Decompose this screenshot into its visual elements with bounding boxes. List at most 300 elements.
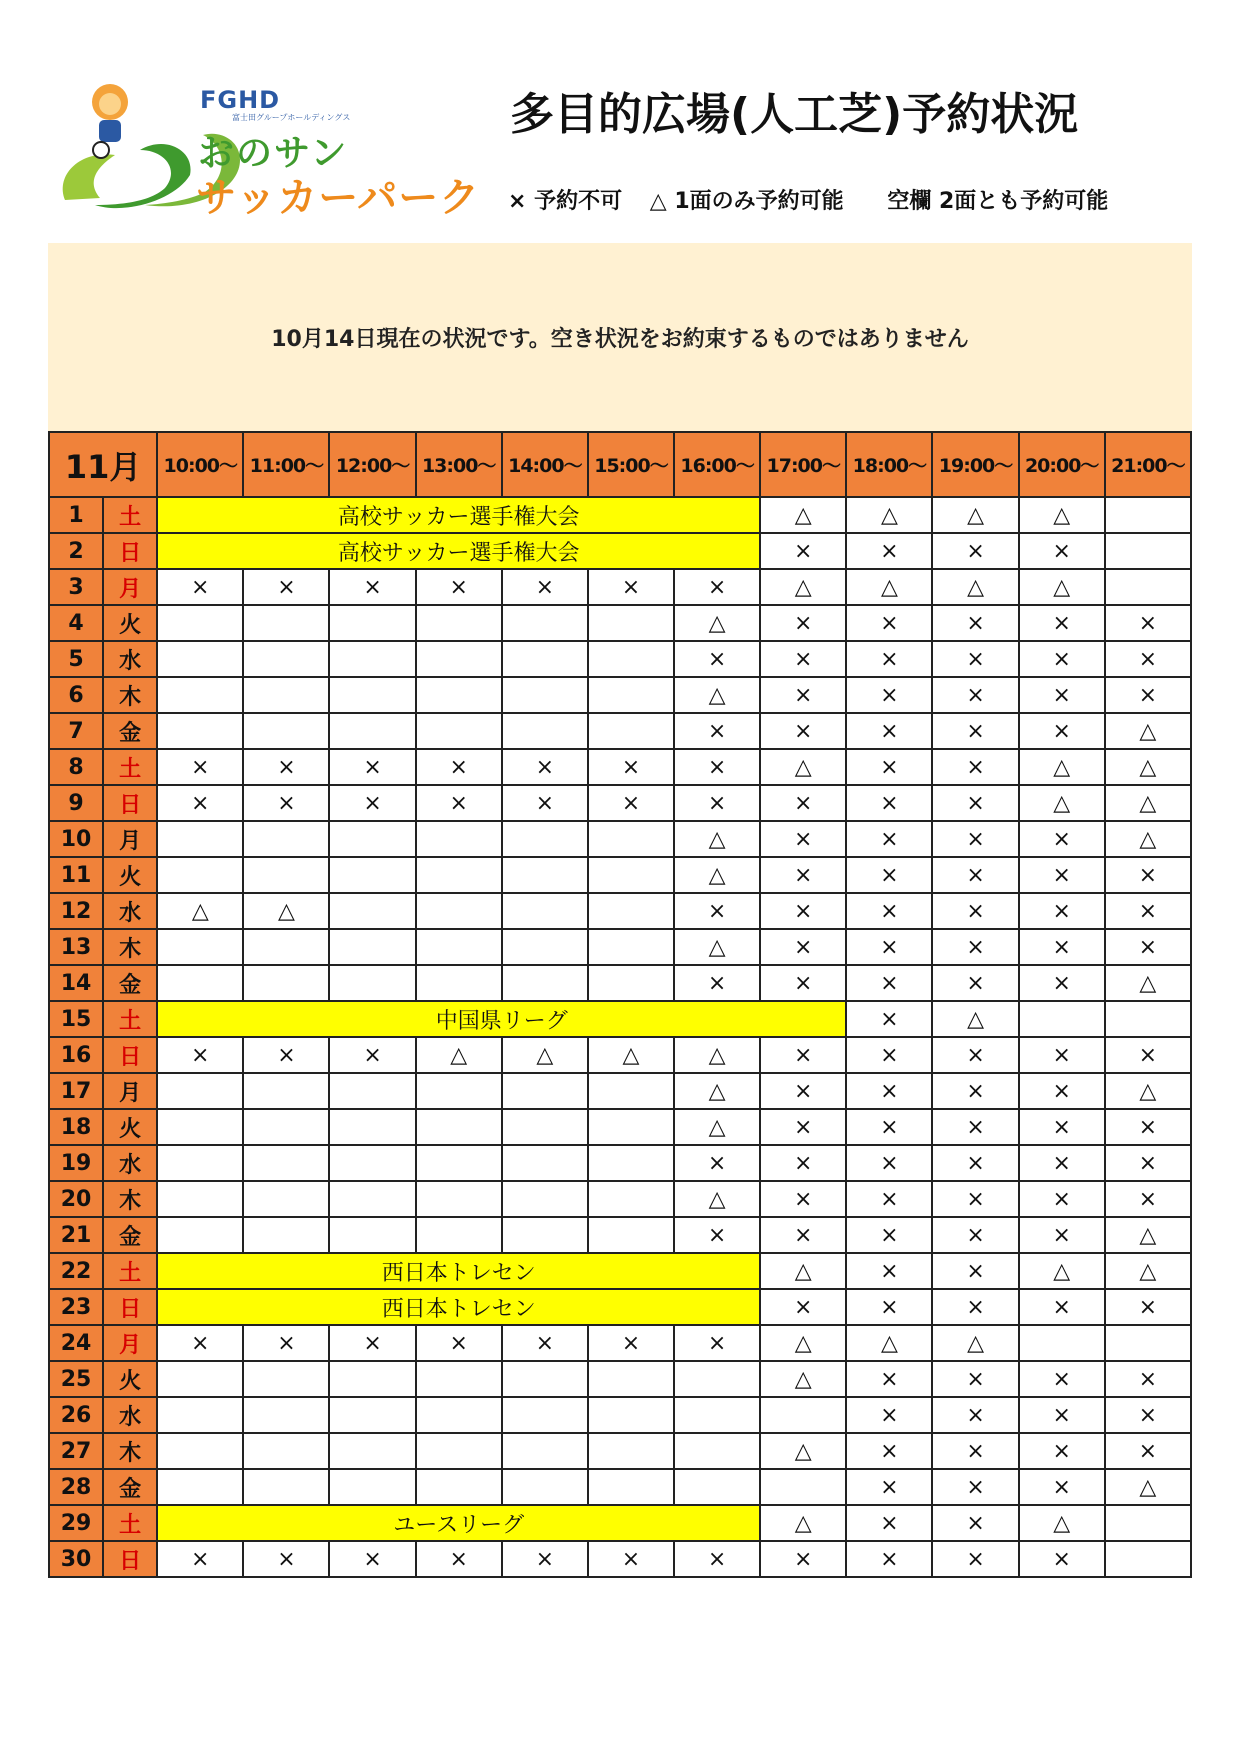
time-slot-header: 21:00～ [1105,432,1191,497]
slot-cell: × [846,1289,932,1325]
slot-cell [1105,497,1191,533]
slot-cell: △ [846,569,932,605]
day-number: 6 [49,677,103,713]
slot-cell [243,1433,329,1469]
slot-cell: △ [846,497,932,533]
slot-cell: × [1019,893,1105,929]
slot-cell: △ [932,497,1018,533]
slot-cell: × [243,569,329,605]
slot-cell [157,821,243,857]
day-number: 1 [49,497,103,533]
slot-cell: × [932,677,1018,713]
day-of-week: 土 [103,749,157,785]
slot-cell: × [1019,677,1105,713]
table-row [49,533,1191,569]
day-number: 22 [49,1253,103,1289]
slot-cell [329,713,415,749]
slot-cell: × [243,1037,329,1073]
slot-cell: △ [760,497,846,533]
slot-cell: × [932,1217,1018,1253]
slot-cell [243,965,329,1001]
slot-cell: × [932,1469,1018,1505]
time-slot-header: 15:00～ [588,432,674,497]
slot-cell [502,1217,588,1253]
slot-cell: × [1019,821,1105,857]
slot-cell: × [674,893,760,929]
slot-cell [588,929,674,965]
slot-cell: × [760,641,846,677]
slot-cell [502,1361,588,1397]
slot-cell [243,1073,329,1109]
reservation-table [48,431,1192,1578]
day-of-week: 火 [103,605,157,641]
slot-cell: × [329,1325,415,1361]
day-of-week: 水 [103,1145,157,1181]
slot-cell: × [674,785,760,821]
slot-cell [1105,1325,1191,1361]
slot-cell: × [416,749,502,785]
table-row [49,1181,1191,1217]
slot-cell [329,965,415,1001]
legend [508,184,1128,215]
slot-cell [502,821,588,857]
slot-cell: △ [760,749,846,785]
slot-cell [329,1397,415,1433]
day-number: 4 [49,605,103,641]
slot-cell [416,1181,502,1217]
slot-cell [588,605,674,641]
slot-cell: × [932,965,1018,1001]
slot-cell: × [502,785,588,821]
slot-cell: × [157,785,243,821]
day-number: 2 [49,533,103,569]
day-number: 13 [49,929,103,965]
slot-cell: × [760,929,846,965]
slot-cell: × [416,1325,502,1361]
day-number: 9 [49,785,103,821]
slot-cell: △ [1019,749,1105,785]
slot-cell: × [932,1397,1018,1433]
day-of-week: 土 [103,1253,157,1289]
brand-name-line1: おのサン [198,133,349,174]
slot-cell: × [1105,893,1191,929]
table-row [49,1325,1191,1361]
slot-cell [502,1433,588,1469]
slot-cell: × [846,1073,932,1109]
slot-cell: × [1105,1361,1191,1397]
day-of-week: 木 [103,929,157,965]
slot-cell: △ [674,929,760,965]
brand-group-name: FGHD [200,86,281,114]
slot-cell: × [846,749,932,785]
slot-cell: × [1019,605,1105,641]
time-slot-header: 14:00～ [502,432,588,497]
slot-cell: × [1019,857,1105,893]
page-title: 多目的広場(人工芝)予約状況 [510,89,1079,140]
slot-cell: △ [1019,497,1105,533]
slot-cell: × [932,785,1018,821]
slot-cell: △ [760,1253,846,1289]
slot-cell: × [760,1289,846,1325]
slot-cell [1105,1505,1191,1541]
slot-cell: × [760,605,846,641]
slot-cell [329,1433,415,1469]
slot-cell [502,965,588,1001]
day-of-week: 金 [103,1217,157,1253]
day-number: 28 [49,1469,103,1505]
slot-cell: × [674,1325,760,1361]
slot-cell: × [846,1505,932,1541]
slot-cell: × [846,1217,932,1253]
slot-cell [243,677,329,713]
day-of-week: 月 [103,1073,157,1109]
day-of-week: 水 [103,893,157,929]
slot-cell: × [1105,1289,1191,1325]
slot-cell: △ [932,1325,1018,1361]
slot-cell [502,1109,588,1145]
slot-cell [243,929,329,965]
day-number: 30 [49,1541,103,1577]
slot-cell: × [760,1217,846,1253]
day-number: 29 [49,1505,103,1541]
slot-cell: × [1019,965,1105,1001]
slot-cell: × [932,1433,1018,1469]
table-row [49,1109,1191,1145]
slot-cell [1019,1325,1105,1361]
day-of-week: 日 [103,1289,157,1325]
slot-cell [588,1073,674,1109]
day-number: 10 [49,821,103,857]
slot-cell [329,1145,415,1181]
slot-cell: △ [502,1037,588,1073]
table-row [49,1037,1191,1073]
day-number: 11 [49,857,103,893]
slot-cell [157,1145,243,1181]
day-of-week: 土 [103,1505,157,1541]
slot-cell [502,713,588,749]
table-row [49,641,1191,677]
slot-cell [1105,1001,1191,1037]
slot-cell [588,1181,674,1217]
slot-cell: × [416,569,502,605]
slot-cell [416,1469,502,1505]
day-number: 18 [49,1109,103,1145]
day-of-week: 水 [103,1397,157,1433]
slot-cell [416,893,502,929]
table-row [49,1001,1191,1037]
slot-cell [329,821,415,857]
time-slot-header: 18:00～ [846,432,932,497]
slot-cell: × [932,1145,1018,1181]
slot-cell [243,1217,329,1253]
slot-cell: △ [1105,749,1191,785]
day-number: 26 [49,1397,103,1433]
slot-cell: × [157,1541,243,1577]
slot-cell: × [1019,1469,1105,1505]
slot-cell: △ [1019,569,1105,605]
day-number: 7 [49,713,103,749]
slot-cell [588,965,674,1001]
slot-cell: △ [1105,821,1191,857]
slot-cell [416,713,502,749]
slot-cell [760,1397,846,1433]
slot-cell [588,641,674,677]
notice-box [48,243,1192,431]
month-label: 11月 [49,432,157,497]
slot-cell: × [846,677,932,713]
slot-cell [416,1109,502,1145]
time-slot-header: 10:00～ [157,432,243,497]
slot-cell: × [674,1541,760,1577]
slot-cell: × [932,749,1018,785]
slot-cell: △ [674,1037,760,1073]
day-of-week: 土 [103,1001,157,1037]
slot-cell: × [588,1325,674,1361]
legend-full: × 予約不可 [508,189,623,214]
slot-cell [588,1109,674,1145]
slot-cell [329,605,415,641]
slot-cell: × [243,1325,329,1361]
table-row [49,1505,1191,1541]
slot-cell: × [1105,677,1191,713]
table-row [49,1145,1191,1181]
time-slot-header: 19:00～ [932,432,1018,497]
day-number: 21 [49,1217,103,1253]
slot-cell: × [1105,857,1191,893]
slot-cell [502,1469,588,1505]
slot-cell [416,641,502,677]
table-row [49,605,1191,641]
slot-cell: × [760,1073,846,1109]
slot-cell [243,821,329,857]
slot-cell [157,713,243,749]
slot-cell: × [846,1037,932,1073]
table-row [49,1433,1191,1469]
slot-cell: × [1019,1109,1105,1145]
slot-cell: × [932,1541,1018,1577]
slot-cell [588,677,674,713]
slot-cell [157,605,243,641]
slot-cell [329,1469,415,1505]
day-of-week: 水 [103,641,157,677]
slot-cell: × [932,605,1018,641]
slot-cell [243,1397,329,1433]
slot-cell: × [588,1541,674,1577]
day-number: 16 [49,1037,103,1073]
slot-cell [243,713,329,749]
slot-cell [243,641,329,677]
slot-cell [243,1361,329,1397]
slot-cell: △ [760,1325,846,1361]
slot-cell: × [760,1145,846,1181]
slot-cell [588,893,674,929]
day-number: 5 [49,641,103,677]
slot-cell [243,1181,329,1217]
time-slot-header: 13:00～ [416,432,502,497]
slot-cell [157,1217,243,1253]
day-number: 3 [49,569,103,605]
slot-cell: × [502,1325,588,1361]
slot-cell [329,929,415,965]
event-cell: 西日本トレセン [157,1253,760,1289]
table-row [49,1361,1191,1397]
day-number: 14 [49,965,103,1001]
slot-cell [243,605,329,641]
slot-cell [502,605,588,641]
slot-cell: × [760,677,846,713]
slot-cell: × [932,1109,1018,1145]
time-slot-header: 16:00～ [674,432,760,497]
slot-cell: × [243,1541,329,1577]
table-row [49,857,1191,893]
slot-cell: × [760,713,846,749]
slot-cell: × [1019,1073,1105,1109]
table-row [49,1397,1191,1433]
slot-cell: △ [932,1001,1018,1037]
time-slot-header: 12:00～ [329,432,415,497]
slot-cell: × [846,1145,932,1181]
slot-cell [157,929,243,965]
slot-cell: △ [760,569,846,605]
table-row [49,785,1191,821]
slot-cell: × [846,857,932,893]
slot-cell [502,929,588,965]
slot-cell [329,1217,415,1253]
slot-cell: × [1105,641,1191,677]
slot-cell: × [1019,1289,1105,1325]
slot-cell [674,1433,760,1469]
table-row [49,893,1191,929]
day-number: 12 [49,893,103,929]
slot-cell: × [1105,1397,1191,1433]
slot-cell: × [932,821,1018,857]
slot-cell: × [760,533,846,569]
slot-cell [502,857,588,893]
slot-cell [157,1361,243,1397]
slot-cell [416,677,502,713]
slot-cell: × [1019,1181,1105,1217]
slot-cell [243,857,329,893]
slot-cell: × [760,1181,846,1217]
slot-cell [243,1469,329,1505]
slot-cell: × [846,605,932,641]
slot-cell: × [932,893,1018,929]
slot-cell: △ [1019,1505,1105,1541]
slot-cell [157,1109,243,1145]
slot-cell: × [502,1541,588,1577]
slot-cell [588,1397,674,1433]
slot-cell: × [1105,1145,1191,1181]
time-slot-header: 20:00～ [1019,432,1105,497]
slot-cell: × [329,749,415,785]
day-of-week: 木 [103,677,157,713]
slot-cell: × [1105,1181,1191,1217]
table-header-row [49,432,1191,497]
slot-cell [416,929,502,965]
slot-cell: △ [846,1325,932,1361]
slot-cell [674,1469,760,1505]
slot-cell [157,1181,243,1217]
day-of-week: 木 [103,1181,157,1217]
slot-cell [588,1433,674,1469]
table-row [49,1469,1191,1505]
slot-cell: × [157,1037,243,1073]
slot-cell [588,821,674,857]
slot-cell [1019,1001,1105,1037]
slot-cell: △ [1105,785,1191,821]
slot-cell [329,1181,415,1217]
slot-cell [502,893,588,929]
slot-cell: × [588,749,674,785]
slot-cell [588,1217,674,1253]
slot-cell: △ [760,1361,846,1397]
slot-cell: × [846,965,932,1001]
slot-cell: × [674,749,760,785]
slot-cell: × [1019,1361,1105,1397]
slot-cell: △ [588,1037,674,1073]
slot-cell: × [243,749,329,785]
slot-cell: × [674,713,760,749]
slot-cell: × [760,965,846,1001]
day-of-week: 金 [103,965,157,1001]
slot-cell: △ [932,569,1018,605]
slot-cell [588,1361,674,1397]
slot-cell [157,1397,243,1433]
slot-cell: × [416,1541,502,1577]
slot-cell [157,677,243,713]
day-number: 24 [49,1325,103,1361]
slot-cell: × [243,785,329,821]
slot-cell [416,1361,502,1397]
slot-cell [157,1469,243,1505]
slot-cell: × [932,1253,1018,1289]
event-cell: 西日本トレセン [157,1289,760,1325]
slot-cell: × [760,821,846,857]
slot-cell: × [588,785,674,821]
slot-cell: × [846,929,932,965]
slot-cell: △ [1105,1253,1191,1289]
slot-cell [329,857,415,893]
legend-empty: 空欄 2面とも予約可能 [887,189,1109,214]
day-number: 17 [49,1073,103,1109]
slot-cell: × [932,1073,1018,1109]
day-of-week: 火 [103,857,157,893]
slot-cell: × [329,785,415,821]
slot-cell: × [760,1541,846,1577]
slot-cell: △ [674,677,760,713]
day-of-week: 月 [103,821,157,857]
day-number: 8 [49,749,103,785]
slot-cell [329,1073,415,1109]
day-of-week: 火 [103,1109,157,1145]
day-of-week: 金 [103,1469,157,1505]
slot-cell: × [932,1181,1018,1217]
slot-cell: × [329,569,415,605]
slot-cell: × [1019,641,1105,677]
slot-cell: △ [1019,1253,1105,1289]
slot-cell [588,1145,674,1181]
slot-cell: × [846,533,932,569]
slot-cell: × [1019,1037,1105,1073]
slot-cell: × [1019,1541,1105,1577]
event-cell: ユースリーグ [157,1505,760,1541]
day-number: 15 [49,1001,103,1037]
day-number: 23 [49,1289,103,1325]
slot-cell [416,821,502,857]
slot-cell: × [846,1433,932,1469]
time-slot-header: 17:00～ [760,432,846,497]
slot-cell [502,1181,588,1217]
